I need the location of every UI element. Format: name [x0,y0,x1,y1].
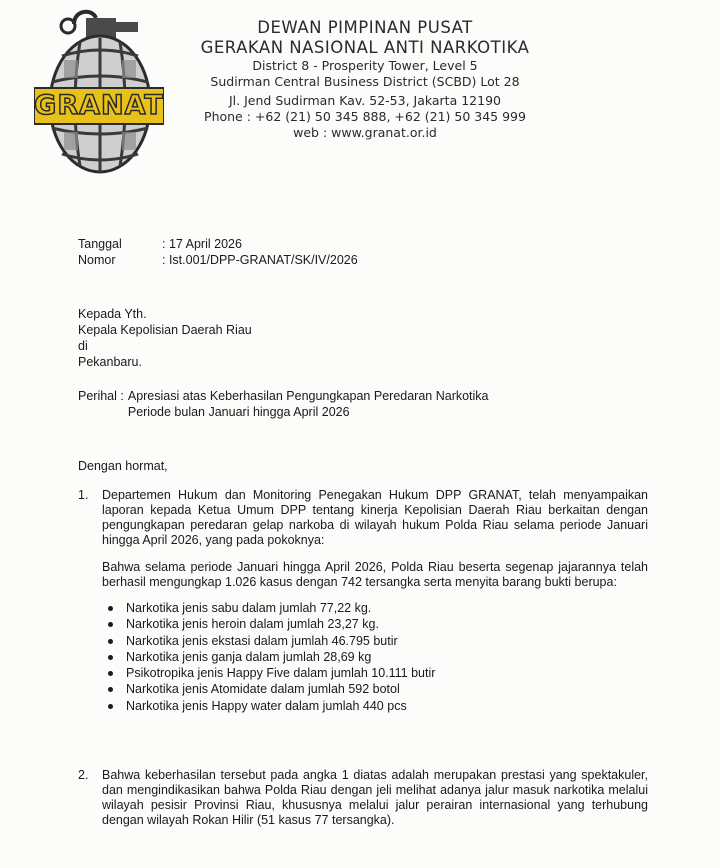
evidence-item: Narkotika jenis heroin dalam jumlah 23,27 kg. [126,616,648,632]
list-item [78,768,648,828]
item-number: 1. [78,488,89,502]
recipient-line: Kepala Kepolisian Daerah Riau [78,323,252,337]
logo-text: GRANAT [34,90,164,121]
evidence-item: Psikotropika jenis Happy Five dalam jumlah 10.111 butir [126,665,648,681]
number-value: : Ist.001/DPP-GRANAT/SK/IV/2026 [162,253,358,267]
letter-meta [78,236,358,268]
web-line: web : www.granat.or.id [293,125,437,140]
subject-line: Periode bulan Januari hingga April 2026 [127,405,350,419]
evidence-item: Narkotika jenis ekstasi dalam jumlah 46.795 butir [126,633,648,649]
evidence-item: Narkotika jenis ganja dalam jumlah 28,69 kg [126,649,648,665]
date-value: : 17 April 2026 [162,237,242,251]
salutation: Dengan hormat, [78,459,168,473]
subject-label: Perihal : [78,389,124,403]
number-label: Nomor [78,253,116,267]
granat-logo [34,6,164,176]
evidence-list [102,600,648,714]
item-subtext: Bahwa selama periode Januari hingga April 2026, Polda Riau beserta segenap jajarannya telah berhasil mengungkap 1.026 kasus dengan 742 tersangka serta menyita barang bukti berupa: [102,560,648,589]
date-label: Tanggal [78,237,122,251]
evidence-item: Narkotika jenis sabu dalam jumlah 77,22 kg. [126,600,648,616]
org-name-line1: DEWAN PIMPINAN PUSAT [257,18,473,37]
evidence-item: Narkotika jenis Atomidate dalam jumlah 592 botol [126,681,648,697]
recipient-line: Pekanbaru. [78,355,142,369]
phone-line: Phone : +62 (21) 50 345 888, +62 (21) 50 345 999 [204,109,526,124]
recipient-block [78,306,252,370]
address-line: Sudirman Central Business District (SCBD) Lot 28 [210,74,520,89]
subject-line: Apresiasi atas Keberhasilan Pengungkapan Peredaran Narkotika [127,389,489,403]
evidence-item: Narkotika jenis Happy water dalam jumlah 440 pcs [126,698,648,714]
item-number: 2. [78,768,89,782]
org-name-line2: GERAKAN NASIONAL ANTI NARKOTIKA [200,38,530,57]
address-line: District 8 - Prosperity Tower, Level 5 [252,58,478,73]
recipient-line: di [78,339,88,353]
address-line: Jl. Jend Sudirman Kav. 52-53, Jakarta 12190 [229,93,501,108]
recipient-line: Kepada Yth. [78,307,147,321]
item-text: Bahwa keberhasilan tersebut pada angka 1 diatas adalah merupakan prestasi yang spektakuler, dan mengindikasikan bahwa Polda Riau dengan jeli melihat adanya jalur masuk narkotika melalui wilayah pesisir Provinsi Riau, khususnya melalui jalur perairan internasional yang terhubung dengan wilayah Rokan Hilir (51 kasus 77 tersangka). [102,768,648,827]
item-text: Departemen Hukum dan Monitoring Penegakan Hukum DPP GRANAT, telah menyampaikan laporan kepada Ketua Umum DPP tentang kinerja Kepolisian Daerah Riau berkaitan dengan pengungkapan peredaran gelap narkoba di wilayah hukum Polda Riau selama periode Januari hingga April 2026, yang pada pokoknya: [102,488,648,547]
letterhead [165,18,565,141]
list-item [78,488,648,714]
subject-block [78,388,489,420]
